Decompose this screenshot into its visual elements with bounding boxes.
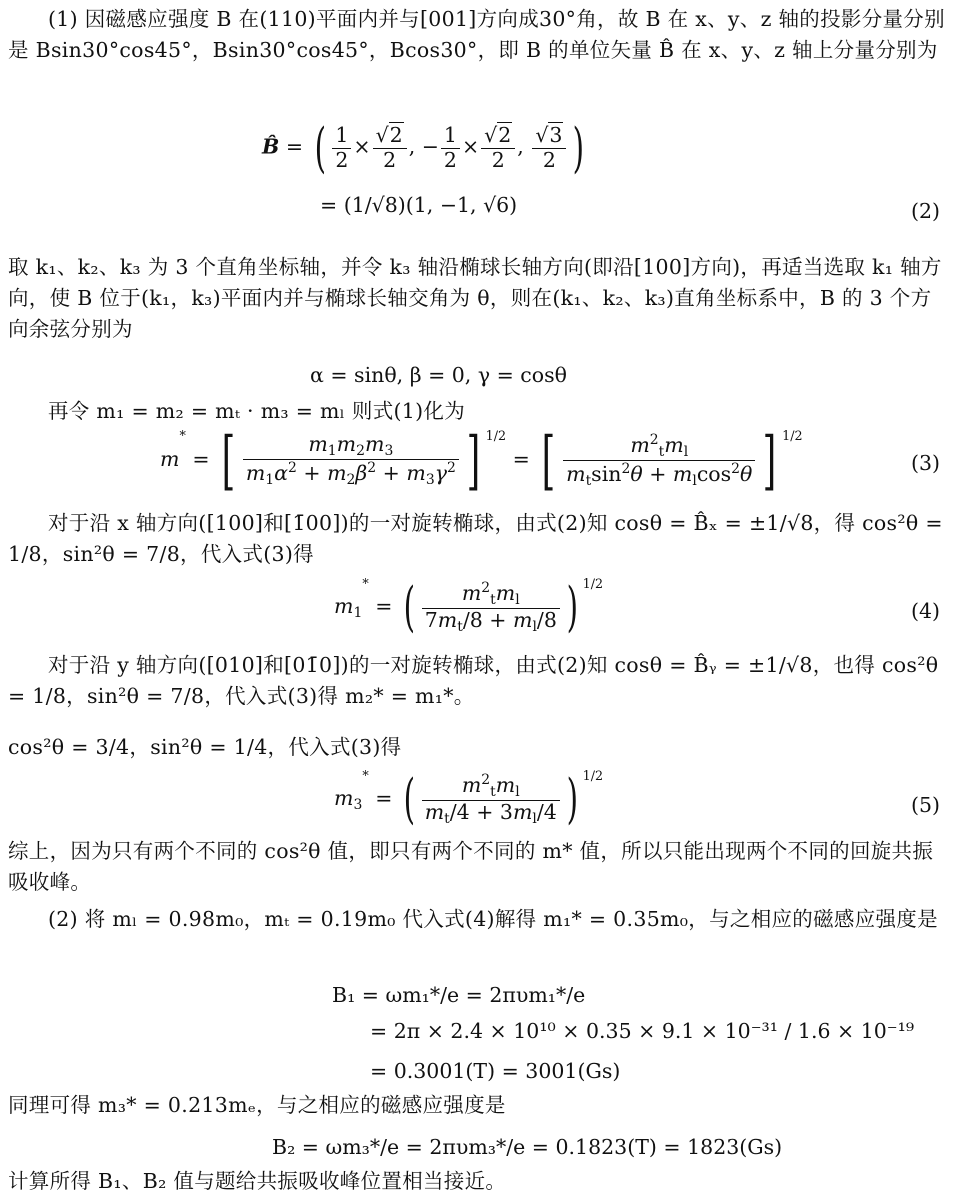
- equation-number-4: (4): [910, 599, 940, 623]
- paragraph-6: cos²θ = 3/4，sin²θ = 1/4，代入式(3)得: [8, 735, 402, 759]
- equation-direction-cosines: α = sinθ, β = 0, γ = cosθ: [310, 363, 567, 387]
- equation-3: m* = [ $\frac{m_1m_2m_3}{m_1\alpha^2 + m_2\beta^2 + m_3\gamma^2}$ ] $^{1/2}$ = [ $\frac{m^2_tm_l}{m_t\sin^2\theta + m_l\cos^2\theta}$ ] $^{1/2}$: [160, 423, 803, 498]
- equation-b-hat-line2: = (1/√8)(1, −1, √6): [320, 193, 518, 217]
- paragraph-7: 综上，因为只有两个不同的 cos²θ 值，即只有两个不同的 m* 值，所以只能出现两个不同的回旋共振吸收峰。: [8, 839, 934, 894]
- paragraph-5: 对于沿 y 轴方向([010]和[01̄0])的一对旋转椭球，由式(2)知 cosθ = B̂ᵧ = ±1/√8，也得 cos²θ = 1/8，sin²θ = 7/8，代入式(3)得 m₂* = m₁*。: [8, 653, 939, 708]
- paragraph-8: (2) 将 mₗ = 0.98m₀，mₜ = 0.19m₀ 代入式(4)解得 m₁* = 0.35m₀，与之相应的磁感应强度是: [48, 907, 938, 931]
- paragraph-4: 对于沿 x 轴方向([100]和[1̄00])的一对旋转椭球，由式(2)知 cosθ = B̂ₓ = ±1/√8，得 cos²θ = 1/8，sin²θ = 7/8，代入式(3)得: [8, 511, 943, 566]
- equation-4: $m_1^*$ = ( $\frac{m^2_tm_l}{7m_t/8 + m_l/8}$ ) $^{1/2}$: [334, 576, 604, 639]
- equation-b2: B₂ = ωm₃*/e = 2πυm₃*/e = 0.1823(T) = 1823(Gs): [272, 1135, 783, 1159]
- equation-number-2: (2): [910, 199, 940, 223]
- equation-5: $m_3^*$ = ( $\frac{m^2_tm_l}{m_t/4 + 3m_l/4}$ ) $^{1/2}$: [334, 768, 604, 831]
- paragraph-10: 计算所得 B₁、B₂ 值与题给共振吸收峰位置相当接近。: [8, 1169, 507, 1193]
- paragraph-3: 再令 m₁ = m₂ = mₜ · m₃ = mₗ 则式(1)化为: [48, 399, 466, 423]
- equation-number-3: (3): [910, 451, 940, 475]
- equation-number-5: (5): [910, 793, 940, 817]
- equation-b1-line1: B₁ = ωm₁*/e = 2πυm₁*/e: [332, 983, 586, 1007]
- paragraph-1: (1) 因磁感应强度 B 在(110)平面内并与[001]方向成30°角，故 B 在 x、y、z 轴的投影分量分别是 Bsin30°cos45°，Bsin30°cos45°，Bcos30°，即 B 的单位矢量 B̂ 在 x、y、z 轴上分量分别为: [8, 7, 945, 62]
- paragraph-2: 取 k₁、k₂、k₃ 为 3 个直角坐标轴，并令 k₃ 轴沿椭球长轴方向(即沿[100]方向)，再适当选取 k₁ 轴方向，使 B 位于(k₁，k₃)平面内并与椭球长轴交角为 θ，则在(k₁、k₂、k₃)直角坐标系中，B 的 3 个方向余弦分别为: [8, 255, 942, 341]
- equation-b-hat-line1: B̂ = ( $\frac{1}{2}$ × $\frac{√2}{2}$ , − $\frac{1}{2}$ × $\frac{√2}{2}$ , $\frac{√3}{2}$ ): [262, 116, 585, 179]
- equation-b1-line3: = 0.3001(T) = 3001(Gs): [370, 1059, 621, 1083]
- paragraph-9: 同理可得 m₃* = 0.213mₑ，与之相应的磁感应强度是: [8, 1093, 506, 1117]
- equation-b1-line2: = 2π × 2.4 × 10¹⁰ × 0.35 × 9.1 × 10⁻³¹ / 1.6 × 10⁻¹⁹: [370, 1019, 915, 1043]
